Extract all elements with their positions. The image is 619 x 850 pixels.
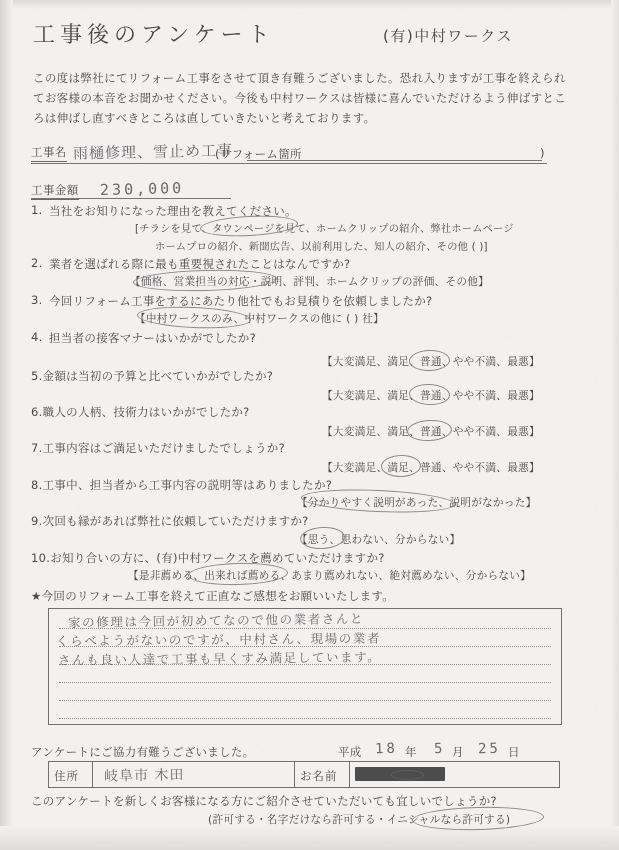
free-comment-prompt: ★今回のリフォーム工事を終えて正直なご感想をお願いいたします。	[31, 589, 395, 603]
free-comment-line-2: くらべようがないのですが、中村さん、現場の業者	[55, 630, 382, 649]
question-8-text: 工事中、担当者から工事内容の説明等はありましたか?	[42, 478, 333, 492]
scan-shadow-right	[611, 0, 619, 850]
question-2-options[interactable]: 【価格、営業担当の対応・説明、評判、ホームクリップの評価、その他】	[130, 276, 490, 288]
question-5-text: 金額は当初の予算と比べていかがでしたか?	[42, 369, 274, 383]
consent-question: このアンケートを新しくお客様になる方にご紹介させていただいても宜しいでしょうか?	[31, 794, 497, 808]
date-day-unit: 日	[508, 745, 520, 759]
project-scope-suffix: )	[540, 146, 545, 160]
comment-rule-4	[59, 682, 551, 683]
free-comment-line-3: さんも良い人達で工事も早くすみ満足しています。	[57, 649, 382, 668]
comment-rule-5	[59, 700, 551, 701]
question-3-options[interactable]: 【中村ワークスのみ、中村ワークスの他に ( ) 社】	[135, 313, 385, 325]
question-8-options[interactable]: 【分かりやすく説明があった、説明がなかった】	[297, 497, 537, 509]
scan-shadow-left	[0, 0, 13, 850]
question-4-number: 4.	[31, 330, 43, 344]
question-3-number: 3.	[31, 293, 43, 307]
project-scope-rule	[247, 160, 542, 161]
project-name-value: 雨樋修理、雪止め工事	[72, 141, 234, 163]
customer-name-label: お名前	[300, 769, 338, 783]
amount-label: 工事金額	[31, 182, 79, 200]
consent-options[interactable]: (許可する・名字だけなら許可する・イニシャルなら許可する)	[208, 814, 511, 826]
era-label: 平成	[338, 745, 362, 759]
date-month-value: 5	[433, 740, 446, 758]
comment-rule-6	[59, 718, 551, 719]
question-9-options[interactable]: 【思う、思わない、分からない】	[297, 534, 461, 546]
question-9-number-text	[31, 513, 309, 529]
question-10-options[interactable]: 【是非薦める、出来れば薦める、あまり薦めれない、絶対薦めない、分からない】	[128, 570, 532, 582]
contact-table-divider-1	[92, 762, 93, 787]
date-day-value: 25	[477, 740, 502, 758]
address-value: 岐阜市 木田	[103, 767, 185, 785]
project-name-label: 工事名	[31, 144, 67, 162]
date-month-unit: 月	[452, 745, 464, 759]
free-comment-line-1: 家の修理は今回が初めてなので他の業者さんと	[67, 610, 365, 631]
page-title: 工事後のアンケート	[33, 23, 275, 48]
question-2-text: 業者を選ばれる際に最も重要視されたことはなんですか?	[49, 257, 351, 271]
question-6-number-text	[31, 404, 250, 420]
project-scope-prefix: (リフォーム箇所	[215, 147, 302, 161]
company-name: (有)中村ワークス	[383, 27, 514, 45]
question-3-text: 今回リフォーム工事をするにあたり他社でもお見積りを依頼しましたか?	[49, 294, 433, 308]
question-10-text: お知り合いの方に、(有)中村ワークスを薦めていただけますか?	[50, 551, 385, 565]
contact-table-divider-3	[349, 762, 350, 787]
question-5-options[interactable]: 【大変満足、満足、普通、やや不満、最悪】	[322, 390, 540, 402]
question-6-text: 職人の人柄、技術力はいかがでしたか?	[42, 405, 250, 419]
intro-paragraph: この度は弊社にてリフォーム工事をさせて頂き有難うございました。恐れ入りますが工事を終えられてお客様の本音をお聞かせください。今後も中村ワークスは皆様に喜んでいただけるよう伸ばすところは伸ばし直すべきところは直していきたいと考えております。	[33, 71, 567, 125]
question-8-number-text	[31, 477, 332, 493]
question-1-text: 当社をお知りになった理由を教えてください。	[49, 204, 297, 218]
question-10-number: 10.	[31, 551, 51, 565]
question-7-options[interactable]: 【大変満足、満足、普通、やや不満、最悪】	[322, 462, 540, 474]
customer-name-redaction	[355, 767, 445, 781]
question-5-number-text	[31, 368, 273, 384]
amount-value: 230,000	[99, 178, 185, 200]
question-1-options-line2[interactable]: ホームプロの紹介、新聞広告、以前利用した、知人の紹介、その他 ( )]	[155, 242, 488, 253]
question-4-text: 担当者の接客マナーはいかがでしたか?	[49, 331, 257, 345]
question-7-number-text	[31, 440, 285, 456]
question-1-options-line1[interactable]: [チラシを見て、タウンページを見て、ホームクリップの紹介、弊社ホームページ	[135, 224, 514, 235]
question-6-number: 6.	[31, 405, 43, 419]
question-6-options[interactable]: 【大変満足、満足、普通、やや不満、最悪】	[322, 426, 540, 438]
question-9-number: 9.	[31, 514, 43, 528]
thanks-text: アンケートにご協力有難うございました。	[31, 745, 255, 759]
question-7-number: 7.	[31, 441, 43, 455]
question-9-text: 次回も縁があれば弊社に依頼していただけますか?	[42, 514, 309, 528]
question-10-number-text	[31, 550, 385, 566]
question-8-number: 8.	[31, 478, 43, 492]
question-2-number: 2.	[31, 256, 43, 270]
question-1-number: 1.	[31, 203, 43, 217]
question-4-options[interactable]: 【大変満足、満足、普通、やや不満、最悪】	[322, 356, 540, 368]
contact-table-divider-2	[294, 762, 295, 787]
question-5-number: 5.	[31, 369, 43, 383]
address-label: 住所	[54, 769, 79, 783]
question-7-text: 工事内容はご満足いただけましたでしょうか?	[42, 441, 285, 455]
date-year-value: 18	[374, 740, 399, 758]
project-row-underline	[31, 163, 547, 164]
scan-shadow-bottom	[0, 826, 619, 850]
scan-shadow-top	[0, 0, 619, 9]
amount-underline	[31, 198, 231, 199]
date-year-unit: 年	[405, 745, 417, 759]
